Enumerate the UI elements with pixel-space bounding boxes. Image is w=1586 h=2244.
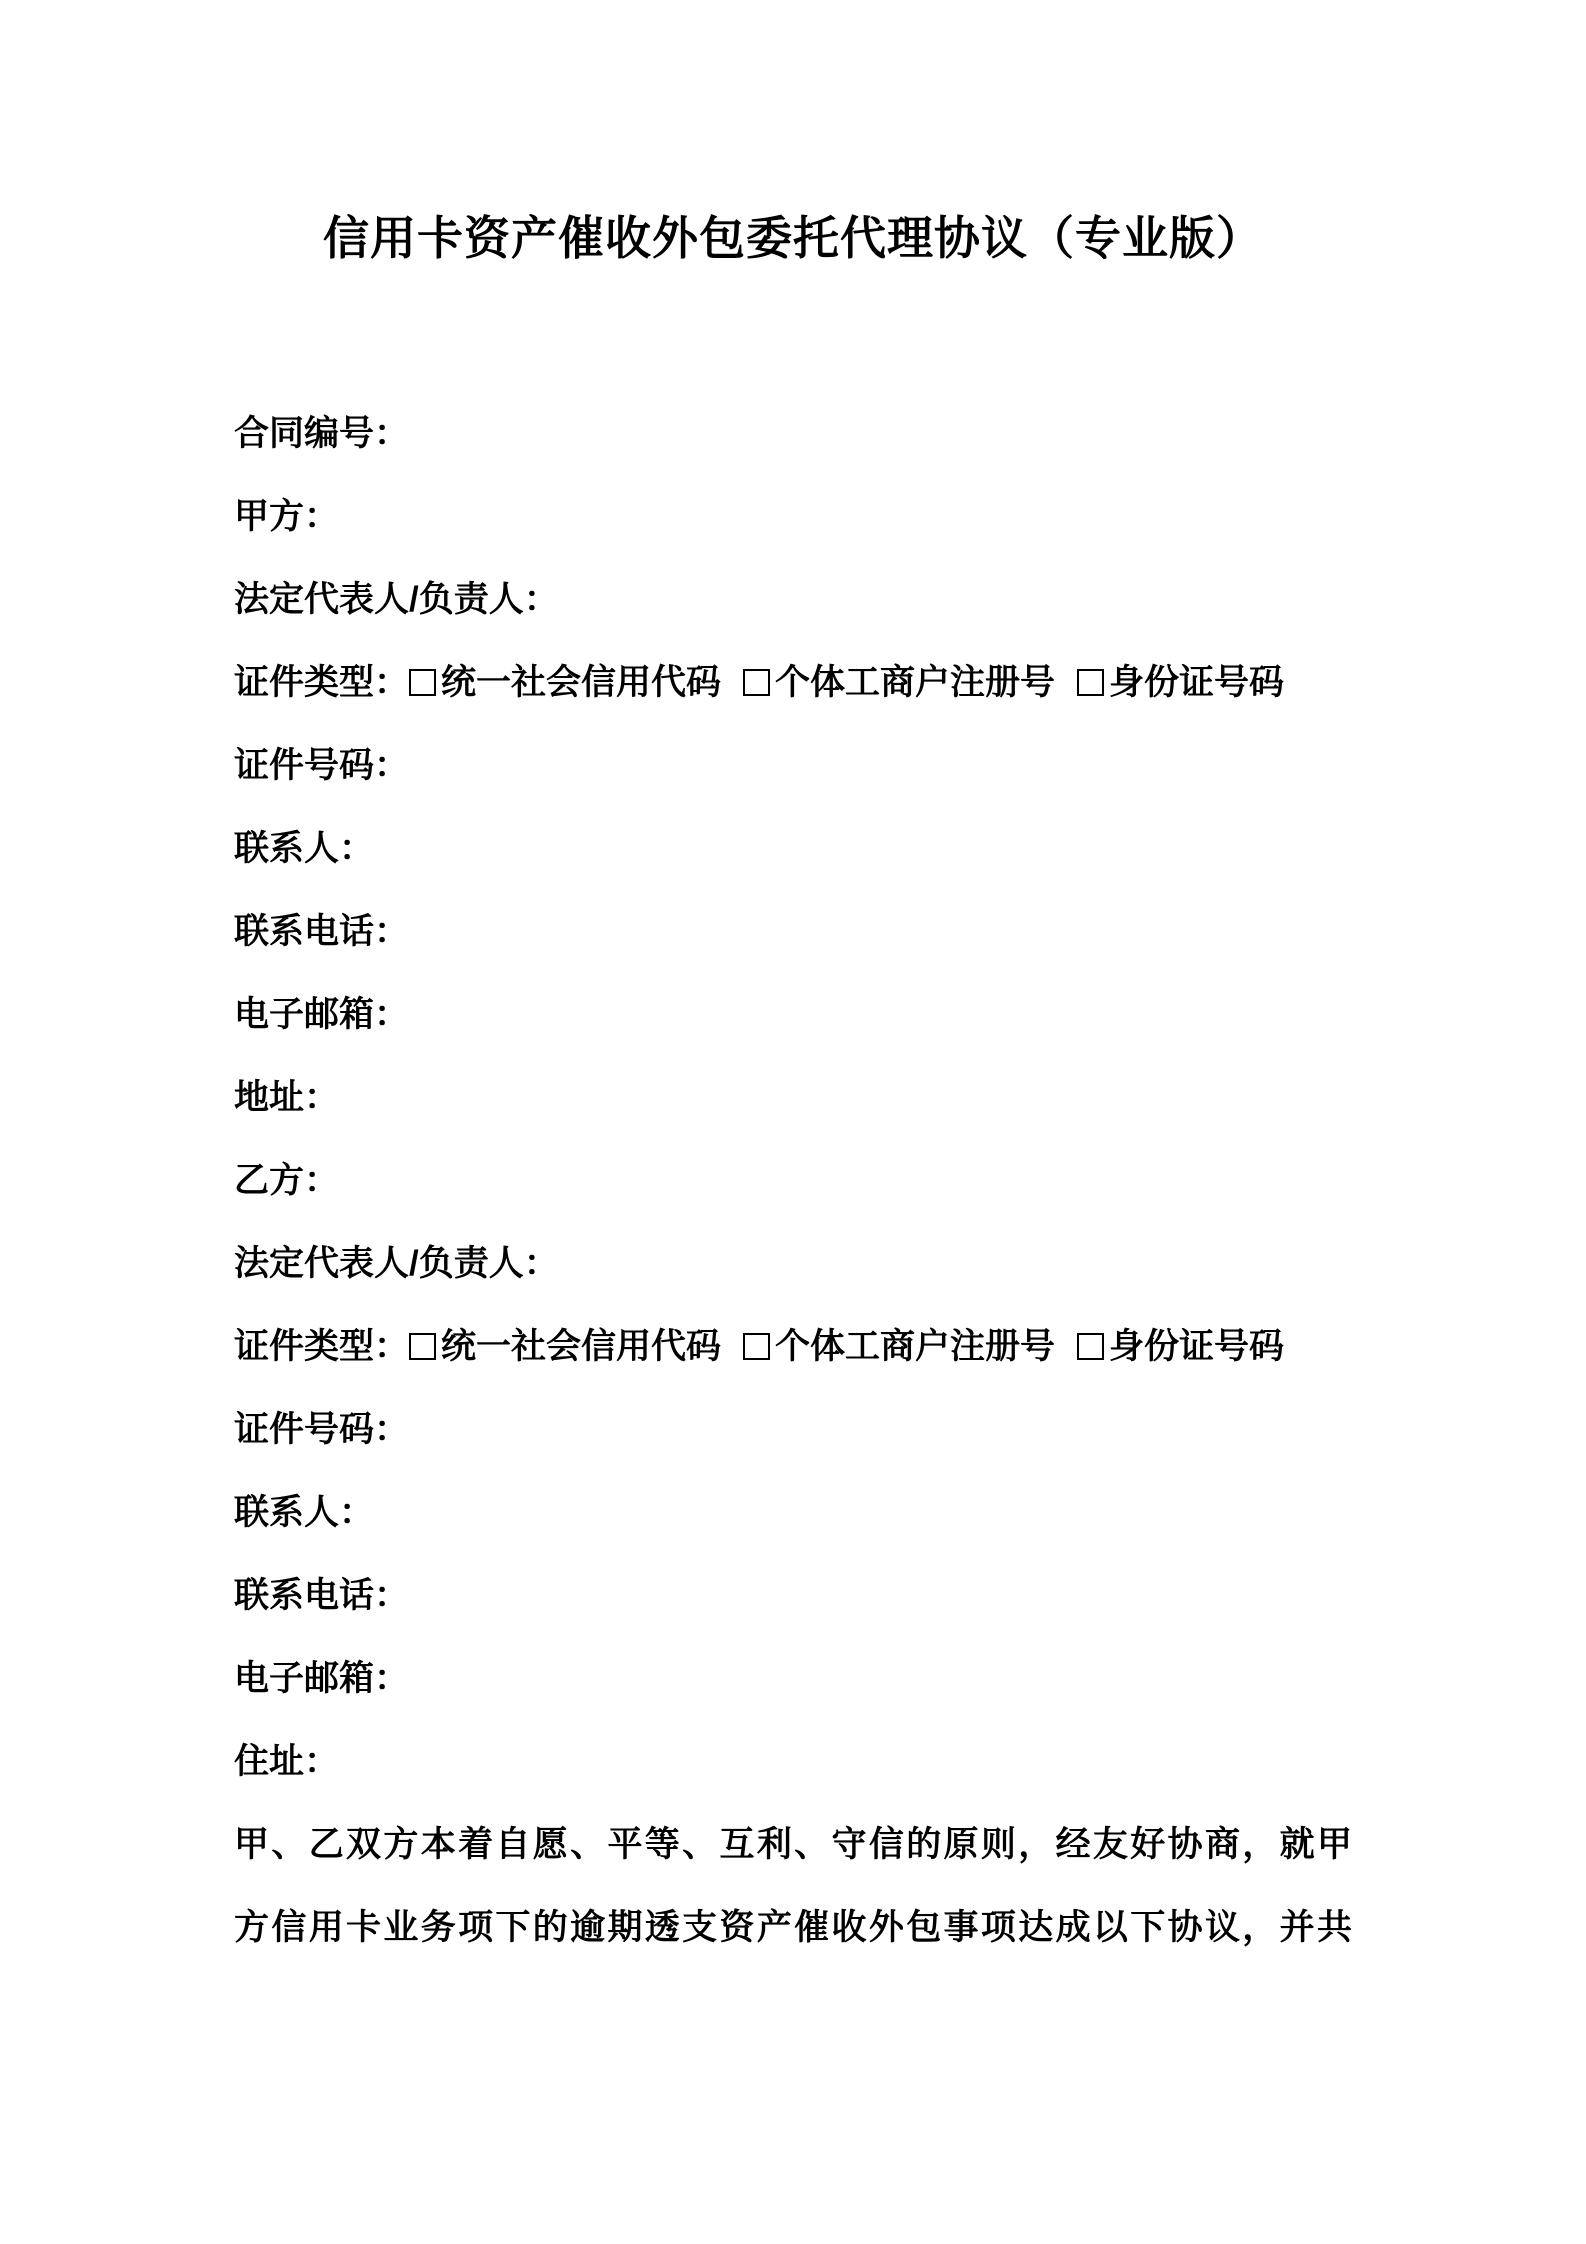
party-a-contact-label: 联系人：	[234, 829, 375, 868]
party-b-email-label: 电子邮箱：	[234, 1659, 410, 1698]
party-a-cert-type-label: 证件类型：	[234, 663, 410, 702]
party-b-cert-type-option-2	[1077, 1326, 1284, 1367]
empty-checkbox-icon	[409, 669, 436, 696]
party-a-phone-label: 联系电话：	[234, 912, 410, 951]
closing-paragraph-line-1: 甲、乙双方本着自愿、平等、互利、守信的原则，经友好协商，就甲	[234, 1825, 1352, 1864]
party-a-label: 甲方：	[234, 497, 340, 536]
party-b-cert-type-option-1	[743, 1326, 1055, 1367]
party-b-cert-type-option-0	[409, 1326, 721, 1367]
party-b-address-label: 住址：	[234, 1742, 340, 1781]
contract-number-label: 合同编号：	[234, 414, 410, 453]
party-a-cert-type-option-1	[743, 662, 1055, 703]
empty-checkbox-icon	[743, 669, 770, 696]
document-lines	[234, 392, 1352, 1969]
empty-checkbox-icon	[1077, 669, 1104, 696]
party-a-email-label: 电子邮箱：	[234, 995, 410, 1034]
party-b-label: 乙方：	[234, 1161, 340, 1200]
empty-checkbox-icon	[743, 1333, 770, 1360]
party-a-cert-type-option-label-2: 身份证号码	[1109, 663, 1285, 702]
party-b-contact-label: 联系人：	[234, 1493, 375, 1532]
party-b-cert-type-option-label-1: 个体工商户注册号	[775, 1327, 1056, 1366]
empty-checkbox-icon	[409, 1333, 436, 1360]
document-title: 信用卡资产催收外包委托代理协议（专业版）	[323, 212, 1263, 264]
party-a-address-label: 地址：	[234, 1078, 340, 1117]
party-b-legal-representative-label: 法定代表人/负责人：	[234, 1244, 559, 1283]
party-a-cert-type-option-2	[1077, 662, 1284, 703]
party-b-cert-number-label: 证件号码：	[234, 1410, 410, 1449]
party-b-cert-type	[234, 1305, 1352, 1388]
party-a-cert-number-label: 证件号码：	[234, 746, 410, 785]
party-b-cert-type-option-label-0: 统一社会信用代码	[441, 1327, 722, 1366]
party-a-cert-type-option-label-1: 个体工商户注册号	[775, 663, 1056, 702]
closing-paragraph-line-2: 方信用卡业务项下的逾期透支资产催收外包事项达成以下协议，并共	[234, 1908, 1352, 1947]
party-a-legal-representative-label: 法定代表人/负责人：	[234, 580, 559, 619]
empty-checkbox-icon	[1077, 1333, 1104, 1360]
party-b-cert-type-option-label-2: 身份证号码	[1109, 1327, 1285, 1366]
party-a-cert-type	[234, 641, 1352, 724]
party-b-cert-type-label: 证件类型：	[234, 1327, 410, 1366]
party-a-cert-type-option-label-0: 统一社会信用代码	[441, 663, 722, 702]
party-b-phone-label: 联系电话：	[234, 1576, 410, 1615]
party-a-cert-type-option-0	[409, 662, 721, 703]
